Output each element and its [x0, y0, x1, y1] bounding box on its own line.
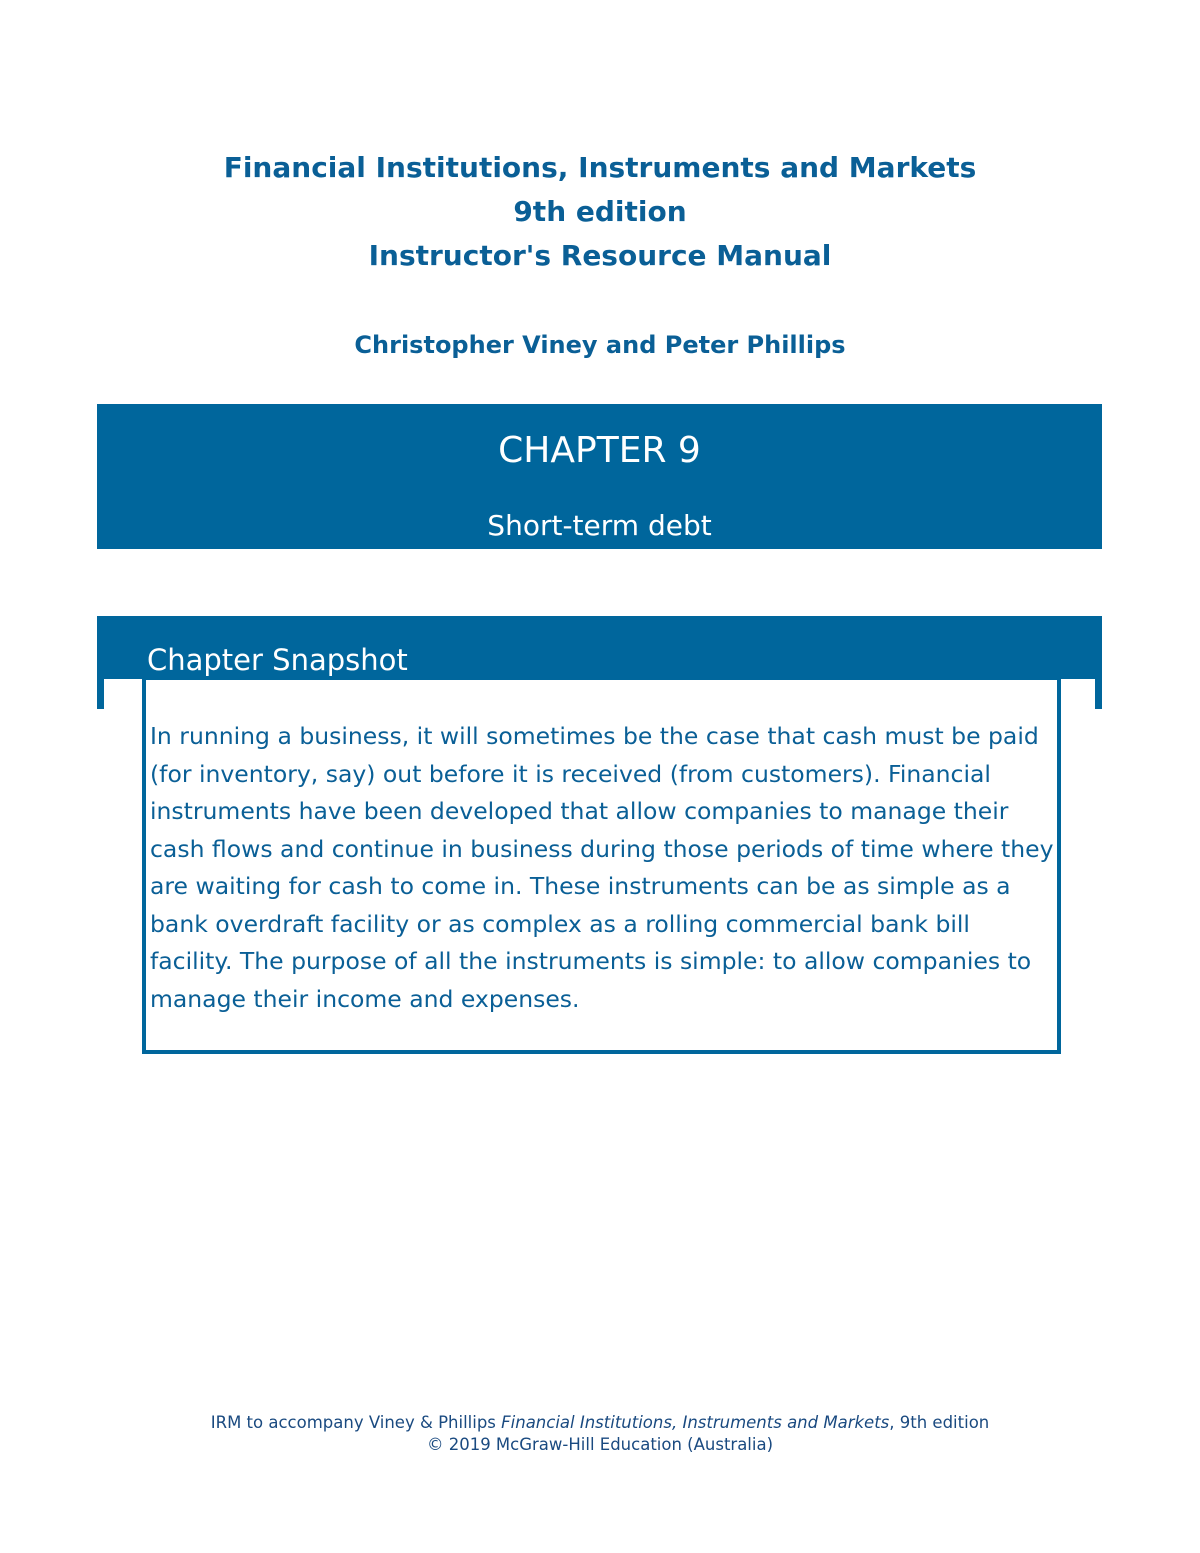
footer-copyright: © 2019 McGraw-Hill Education (Australia) — [426, 1435, 774, 1454]
document-title — [0, 146, 1200, 278]
edition-label: 9th edition — [513, 195, 687, 228]
snapshot-header-right-leg — [1095, 679, 1102, 709]
manual-label: Instructor's Resource Manual — [368, 239, 832, 272]
chapter-banner — [97, 404, 1102, 549]
footer-prefix: IRM to accompany Viney & Phillips — [210, 1413, 502, 1432]
authors: Christopher Viney and Peter Phillips — [354, 331, 846, 359]
snapshot-heading: Chapter Snapshot — [147, 643, 408, 677]
snapshot-header-left-leg — [97, 679, 104, 709]
footer-suffix: , 9th edition — [889, 1413, 990, 1432]
footer-line — [0, 1412, 1200, 1434]
snapshot-box — [142, 676, 1061, 1054]
chapter-name: Short-term debt — [487, 509, 712, 542]
page-footer — [0, 1412, 1200, 1456]
snapshot-body: In running a business, it will sometimes be the case that cash must be paid (for inventory, say) out before it is received (from customers). Financial instruments have been developed that allow companies to manage their cash flows and continue in business during those periods of time where they are waiting for cash to come in. These instruments can be as simple as a bank overdraft facility or as complex as a rolling commercial bank bill facility. The purpose of all the instruments is simple: to allow companies to manage their income and expenses. — [150, 722, 1054, 1013]
chapter-number: CHAPTER 9 — [498, 430, 701, 471]
book-title: Financial Institutions, Instruments and Markets — [223, 151, 977, 184]
footer-book-title: Financial Institutions, Instruments and Markets — [501, 1413, 890, 1432]
